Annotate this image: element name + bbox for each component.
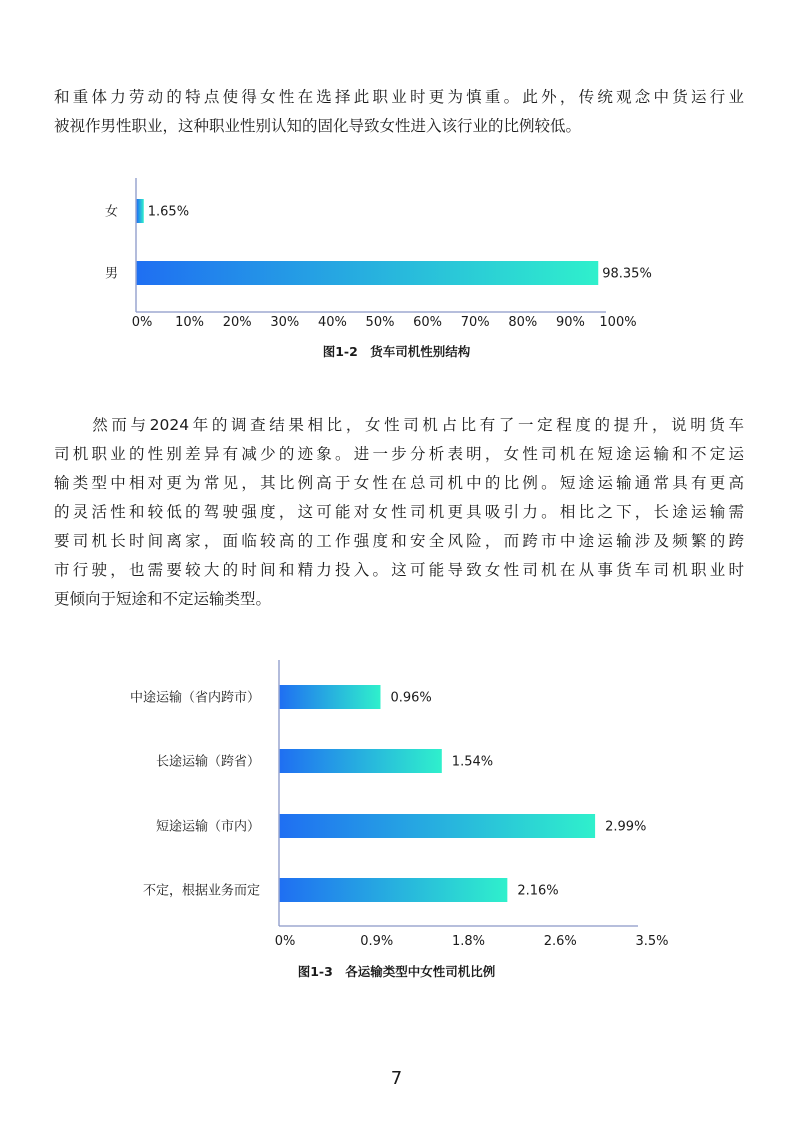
x-tick-label: 80% (508, 315, 538, 330)
data-label: 2.16% (517, 883, 559, 899)
x-tick-label: 70% (460, 315, 490, 330)
data-label: 98.35% (602, 266, 652, 282)
paragraph-line: 市行驶，也需要较大的时间和精力投入。这可能导致女性司机在从事货车司机职业时 (54, 561, 744, 579)
bar (280, 685, 381, 709)
bar (137, 199, 144, 223)
paragraph-line: 被视作男性职业，这种职业性别认知的固化导致女性进入该行业的比例较低。 (54, 117, 582, 135)
chart-caption-1: 图1-2 货车司机性别结构 (322, 344, 471, 359)
x-tick-label: 50% (365, 315, 395, 330)
x-tick-label: 3.5% (635, 934, 669, 949)
data-label: 0.96% (390, 690, 432, 706)
x-tick-label: 100% (599, 315, 637, 330)
x-tick-label: 40% (317, 315, 347, 330)
x-tick-label: 0% (131, 315, 153, 330)
x-tick-label: 0.9% (360, 934, 394, 949)
paragraph-line: 输类型中相对更为常见，其比例高于女性在总司机中的比例。短途运输通常具有更高 (54, 474, 744, 492)
paragraph-line: 司机职业的性别差异有减少的迹象。进一步分析表明，女性司机在短途运输和不定运 (54, 445, 744, 463)
category-label: 短途运输（市内） (155, 819, 260, 835)
x-tick-label: 90% (555, 315, 585, 330)
x-tick-label: 1.8% (451, 934, 486, 949)
paragraph-line: 然而与2024年的调查结果相比，女性司机占比有了一定程度的提升，说明货车 (54, 416, 744, 434)
category-label: 长途运输（跨省） (155, 754, 260, 770)
data-label: 2.99% (605, 819, 647, 835)
category-label: 中途运输（省内跨市） (129, 690, 260, 706)
transport-type-female-ratio-chart (0, 650, 793, 955)
bar (137, 261, 599, 285)
x-tick-label: 10% (175, 315, 205, 330)
paragraph-2 (54, 411, 744, 614)
category-label: 女 (104, 204, 118, 220)
gender-structure-chart (0, 170, 793, 335)
paragraph-line: 要司机长时间离家，面临较高的工作强度和安全风险，而跨市中途运输涉及频繁的跨 (54, 532, 744, 550)
category-label: 不定，根据业务而定 (142, 883, 260, 899)
category-label: 男 (104, 266, 118, 282)
paragraph-line: 和重体力劳动的特点使得女性在选择此职业时更为慎重。此外，传统观念中货运行业 (54, 88, 744, 106)
x-tick-label: 20% (222, 315, 252, 330)
bar (280, 878, 508, 902)
x-tick-label: 0% (274, 934, 296, 949)
x-tick-label: 2.6% (543, 934, 577, 949)
bar (280, 749, 442, 773)
chart-caption-2: 图1-3 各运输类型中女性司机比例 (297, 964, 496, 979)
data-label: 1.54% (451, 754, 494, 770)
paragraph-line: 的灵活性和较低的驾驶强度，这可能对女性司机更具吸引力。相比之下，长途运输需 (54, 503, 744, 521)
data-label: 1.65% (147, 204, 190, 220)
x-tick-label: 30% (270, 315, 300, 330)
x-tick-label: 60% (413, 315, 443, 330)
bar (280, 814, 595, 838)
paragraph-line: 更倾向于短途和不定运输类型。 (54, 590, 272, 608)
paragraph-1 (54, 83, 744, 141)
page-number: 7 (390, 1068, 403, 1089)
